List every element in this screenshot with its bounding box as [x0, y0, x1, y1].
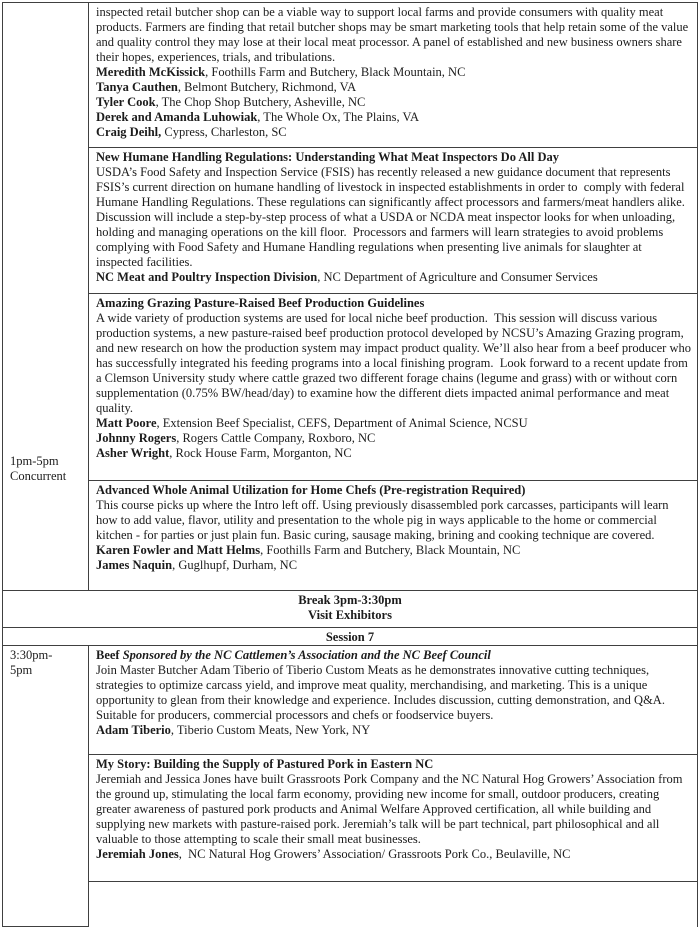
speaker-affiliation: , Guglhupf, Durham, NC: [172, 558, 298, 572]
session-description: Join Master Butcher Adam Tiberio of Tiberio Custom Meats as he demonstrates innovative cutting techniques, strategies to optimize carcass yield, and improve meat quality, merchandising, and marketing. This is a unique opportunity to glean from their knowledge and experience. Includes discussion, cutting demonstration, and Q&A. Suitable for producers, commercial processors and chefs or foodservice buyers.: [96, 663, 669, 722]
time-line-2: Concurrent: [10, 469, 67, 483]
session-description: This course picks up where the Intro left off. Using previously disassembled pork carcasses, participants will learn how to add value, flavor, utility and presentation to the whole pig in ways applicable to the home or commercial kitchen - for parties or just plain fun. Basic curing, sausage making, brining and cooking technique are covered.: [96, 498, 672, 542]
speaker-name: Asher Wright: [96, 446, 170, 460]
speaker-name: Karen Fowler and Matt Helms: [96, 543, 261, 557]
speaker-line: [96, 847, 692, 862]
row-humane-handling: [3, 148, 698, 294]
session-title: [96, 648, 692, 663]
speaker-name: Jeremiah Jones: [96, 847, 179, 861]
session-title: Amazing Grazing Pasture-Raised Beef Production Guidelines: [96, 296, 425, 310]
session-title-main: Beef: [96, 648, 123, 662]
session-description: USDA’s Food Safety and Inspection Service (FSIS) has recently released a new guidance document that represents FSIS’s current direction on humane handling of livestock in inspected establishments in order to comply with federal Humane Handling Regulations. These regulations can significantly affect processors and farmers/meat handlers alike. Discussion will include a step-by-step process of what a USDA or NCDA meat inspector looks for when unloading, holding and managing operations on the kill floor. Processors and farmers will learn strategies to avoid problems complying with Food Safety and Humane Handling regulations when presenting live animals for slaughter at inspected facilities.: [96, 165, 695, 269]
row-retail-butcher-panel: [3, 3, 698, 148]
speaker-affiliation: , NC Natural Hog Growers’ Association/ Grassroots Pork Co., Beulaville, NC: [178, 847, 571, 861]
speaker-affiliation: Cypress, Charleston, SC: [161, 125, 287, 139]
session-cell-whole-animal-utilization: [89, 481, 698, 591]
session-description: inspected retail butcher shop can be a viable way to support local farms and provide consumers with quality meat products. Farmers are finding that retail butcher shops may be smart marketing tools that help retain some of the value and quality control they may lose at their local meat processor. A panel of established and new business owners share their hopes, experiences, trials, and tribulations.: [96, 5, 692, 64]
speaker-line: [96, 65, 692, 80]
empty-cell: [89, 882, 698, 927]
speaker-name: James Naquin: [96, 558, 173, 572]
speaker-line: [96, 95, 692, 110]
speaker-name: NC Meat and Poultry Inspection Division: [96, 270, 318, 284]
session-cell-retail-butcher-panel: [89, 3, 698, 148]
speaker-line: [96, 416, 692, 431]
session-title-sponsor: Sponsored by the NC Cattlemen’s Association and the NC Beef Council: [122, 648, 491, 662]
session-description: A wide variety of production systems are used for local niche beef production. This session will discuss various production systems, a new pasture-raised beef production protocol developed by NCSU’s Amazing Grazing program, and new research on how the production system may impact product quality. We’ll also hear from a beef producer who has successfully integrated his feeding programs into a local finishing program. Look forward to a recent update from a Clemson University study where cattle grazed two different forage chains (legume and grass) with or without corn supplementation (0.75% BW/head/day) to examine how the different diets impacted animal performance and meat quality.: [96, 311, 695, 415]
speaker-affiliation: , Tiberio Custom Meats, New York, NY: [170, 723, 371, 737]
speaker-affiliation: , Extension Beef Specialist, CEFS, Department of Animal Science, NCSU: [156, 416, 528, 430]
break-title: Break 3pm-3:30pm: [298, 593, 402, 607]
speaker-line: [96, 446, 692, 461]
speaker-line: [96, 125, 692, 140]
conference-schedule-table: [2, 2, 698, 927]
row-whole-animal-utilization: [3, 481, 698, 591]
speaker-name: Adam Tiberio: [96, 723, 171, 737]
speaker-line: [96, 270, 692, 285]
speaker-name: Matt Poore: [96, 416, 157, 430]
session-title: My Story: Building the Supply of Pastured Pork in Eastern NC: [96, 757, 434, 771]
time-slot-session7-cell: [3, 646, 89, 927]
session-cell-beef: [89, 646, 698, 755]
break-cell: [3, 591, 698, 628]
break-subtitle: Visit Exhibitors: [308, 608, 392, 622]
row-my-story: [3, 755, 698, 882]
session-cell-humane-handling: [89, 148, 698, 294]
row-amazing-grazing: [3, 294, 698, 481]
speaker-affiliation: , The Whole Ox, The Plains, VA: [257, 110, 419, 124]
session-title: Advanced Whole Animal Utilization for Home Chefs (Pre-registration Required): [96, 483, 526, 497]
time-line-1: 3:30pm-: [10, 648, 53, 662]
speaker-affiliation: , NC Department of Agriculture and Consumer Services: [317, 270, 598, 284]
speaker-line: [96, 723, 692, 738]
speaker-name: Meredith McKissick: [96, 65, 206, 79]
time-line-1: 1pm-5pm: [10, 454, 59, 468]
speaker-line: [96, 80, 692, 95]
session7-header-cell: Session 7: [3, 628, 698, 646]
row-beef-session: [3, 646, 698, 755]
speaker-name: Johnny Rogers: [96, 431, 177, 445]
session-cell-amazing-grazing: [89, 294, 698, 481]
speaker-affiliation: , Foothills Farm and Butchery, Black Mountain, NC: [260, 543, 521, 557]
row-break: [3, 591, 698, 628]
session-cell-my-story: [89, 755, 698, 882]
speaker-affiliation: , Belmont Butchery, Richmond, VA: [177, 80, 357, 94]
speaker-affiliation: , Foothills Farm and Butchery, Black Mountain, NC: [205, 65, 466, 79]
session-title: New Humane Handling Regulations: Understanding What Meat Inspectors Do All Day: [96, 150, 560, 164]
speaker-line: [96, 110, 692, 125]
speaker-line: [96, 431, 692, 446]
session-description: Jeremiah and Jessica Jones have built Grassroots Pork Company and the NC Natural Hog Growers’ Association from the ground up, stimulating the local farm economy, providing new income for small, outdoor producers, creating greater awareness of pastured pork products and Animal Welfare Approved certification, all while building and supplying new markets with pasture-raised pork. Jeremiah’s talk will be part technical, part philosophical and all valuable to those attempting to scale their small meat businesses.: [96, 772, 686, 846]
speaker-name: Tanya Cauthen: [96, 80, 178, 94]
time-line-2: 5pm: [10, 663, 33, 677]
speaker-affiliation: , The Chop Shop Butchery, Asheville, NC: [155, 95, 366, 109]
row-session7-header: [3, 628, 698, 646]
speaker-name: Craig Deihl,: [96, 125, 162, 139]
speaker-name: Tyler Cook: [96, 95, 156, 109]
speaker-affiliation: , Rogers Cattle Company, Roxboro, NC: [176, 431, 376, 445]
time-slot-concurrent-label: [10, 454, 66, 484]
time-slot-concurrent-cell: [3, 3, 89, 591]
row-empty: [3, 882, 698, 927]
speaker-line: [96, 558, 692, 573]
speaker-name: Derek and Amanda Luhowiak: [96, 110, 258, 124]
speaker-affiliation: , Rock House Farm, Morganton, NC: [169, 446, 352, 460]
speaker-line: [96, 543, 692, 558]
